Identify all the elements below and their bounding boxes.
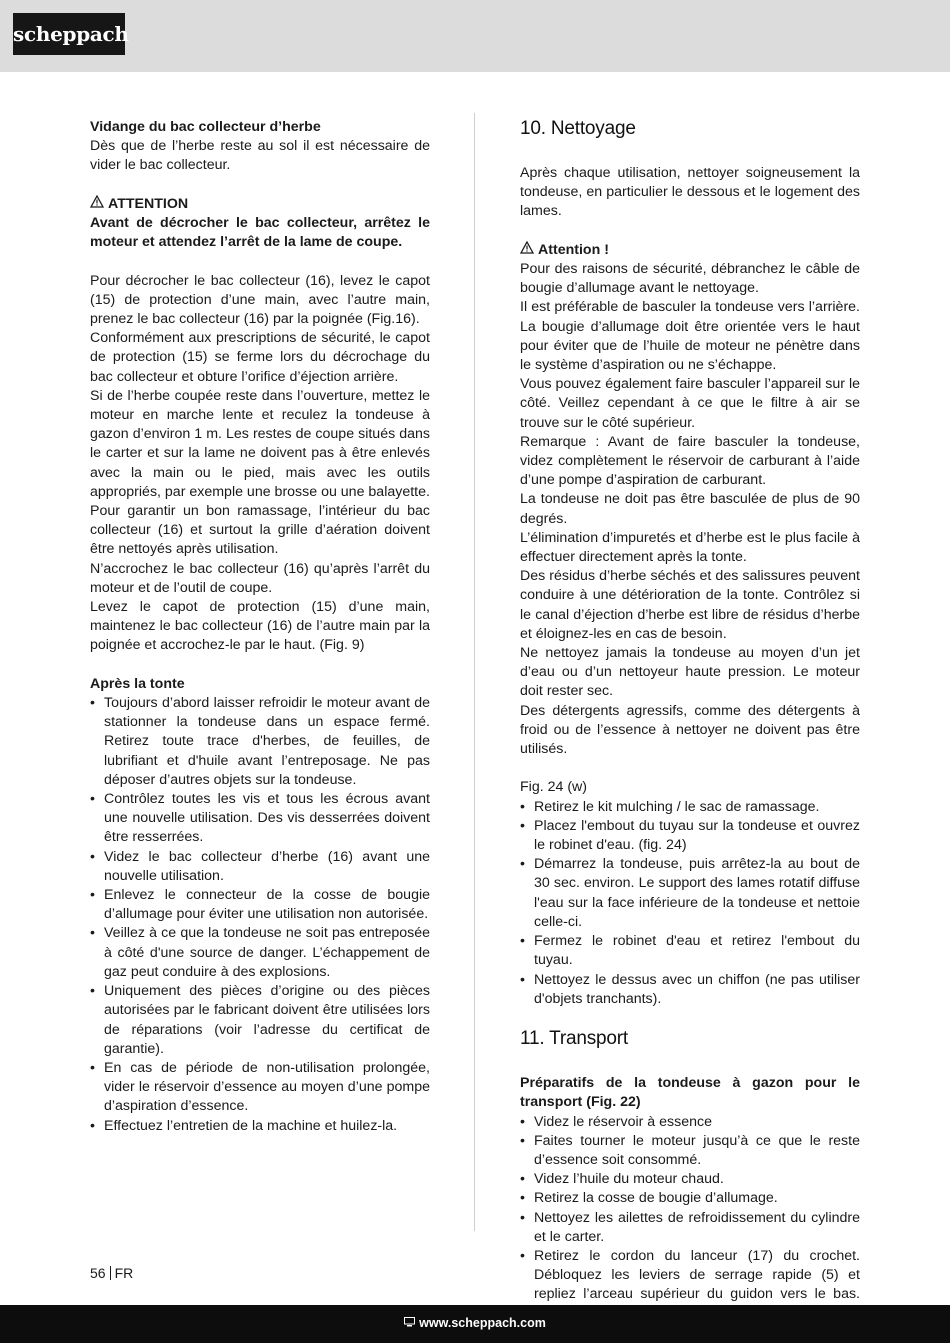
paragraph: Pour décrocher le bac collecteur (16), levez le capot (15) de protection d’une main, avec l’autre main, prenez le bac collecteur (16) par la poignée (Fig.16). [90, 272, 430, 327]
paragraph: Levez le capot de protection (15) d’une main, maintenez le bac collecteur (16) de l’autre main par la poignée et accrochez-le par le haut. (Fig. 9) [90, 599, 430, 654]
list-item: • Contrôlez toutes les vis et tous les écrous avant une nouvelle utilisation. Des vis desserrées doivent être resserrées. [90, 790, 430, 848]
language-code: FR [114, 1265, 134, 1281]
attention-label: ATTENTION [108, 195, 189, 212]
warning-icon [520, 241, 536, 260]
list-item: • Enlevez le connecteur de la cosse de bougie d’allumage pour éviter une utilisation non autorisée. [90, 886, 430, 924]
section-heading-transport-prep: Préparatifs de la tondeuse à gazon pour le transport (Fig. 22) [520, 1075, 860, 1111]
paragraph: Des résidus d’herbe séchés et des salissures peuvent conduire à une détérioration de la tonte. Contrôlez si le canal d’éjection d’herbe est libre de résidus d’herbe et éloignez-les en cas de besoin. [520, 568, 860, 642]
paragraph: Des détergents agressifs, comme des détergents à froid ou de l’essence à nettoyer ne doivent pas être utilisés. [520, 702, 860, 758]
list-item: • Retirez le cordon du lanceur (17) du crochet. Débloquez les leviers de serrage rapide (5) et repliez l’arceau supérieur du guidon vers le bas. [520, 1247, 860, 1343]
section-heading-after-mowing: Après la tonte [90, 675, 185, 692]
paragraph: Conformément aux prescriptions de sécurité, le capot de protection (15) se ferme lors du décrochage du bac collecteur et obture l’orifice d’éjection arrière. [90, 330, 430, 385]
paragraph: L’élimination d’impuretés et d’herbe est le plus facile à effectuer directement après la tonte. [520, 529, 860, 566]
list-item: • Placez l'embout du tuyau sur la tondeuse et ouvrez le robinet d'eau. (fig. 24) [520, 817, 860, 855]
paragraph: Après chaque utilisation, nettoyer soigneusement la tondeuse, en particulier le dessous et le logement des lames. [520, 165, 860, 220]
page-number: 56 [90, 1265, 106, 1281]
after-mowing-list [90, 694, 430, 1136]
list-item: • Retirez le kit mulching / le sac de ramassage. [520, 798, 860, 817]
attention-text: Avant de décrocher le bac collecteur, arrêtez le moteur et attendez l’arrêt de la lame de coupe. [90, 215, 430, 251]
paragraph: La tondeuse ne doit pas être basculée de plus de 90 degrés. [520, 491, 860, 527]
paragraph: Remarque : Avant de faire basculer la tondeuse, videz complètement le réservoir de carburant à l’aide d’une pompe d’aspiration de carburant. [520, 433, 860, 489]
attention-label: Attention ! [538, 241, 609, 258]
chapter-heading-transport: 11. Transport [520, 1028, 628, 1050]
column-divider [474, 113, 475, 1231]
list-item: • Videz le réservoir à essence [520, 1113, 860, 1132]
list-item: • Retirez la cosse de bougie d’allumage. [520, 1189, 860, 1208]
page-number-block [90, 1265, 133, 1281]
section-heading-grass-bag: Vidange du bac collecteur d’herbe [90, 119, 321, 135]
list-item: • Videz l’huile du moteur chaud. [520, 1170, 860, 1189]
figure-reference: Fig. 24 (w) [520, 779, 588, 796]
left-column [90, 118, 430, 1136]
paragraph: Vous pouvez également faire basculer l’appareil sur le côté. Veillez cependant à ce que le filtre à air se trouve sur le côté supérieur. [520, 376, 860, 431]
website-link[interactable]: www.scheppach.com [419, 1316, 546, 1330]
list-item: • Veillez à ce que la tondeuse ne soit pas entreposée à côté d'une source de danger. L’échappement de gaz peut conduire à des explosions. [90, 924, 430, 982]
paragraph: Pour des raisons de sécurité, débranchez le câble de bougie d’allumage avant le nettoyage. [520, 261, 860, 297]
right-column [520, 118, 860, 1343]
paragraph: Ne nettoyez jamais la tondeuse au moyen d’un jet d’eau ou d’un nettoyeur haute pression. Le moteur doit rester sec. [520, 645, 860, 700]
brand-logo: scheppach [13, 13, 125, 55]
list-item: • En cas de période de non-utilisation prolongée, vider le réservoir d’essence au moyen d’une pompe d’aspiration d’essence. [90, 1059, 430, 1117]
list-item: • Faites tourner le moteur jusqu’à ce que le reste d’essence soit consommé. [520, 1132, 860, 1170]
attention-heading [90, 195, 430, 214]
footer-band [0, 1305, 950, 1343]
list-item: • Fermez le robinet d'eau et retirez l'embout du tuyau. [520, 932, 860, 970]
separator [110, 1266, 111, 1280]
list-item: • Démarrez la tondeuse, puis arrêtez-la au bout de 30 sec. environ. Le support des lames rotatif diffuse l'eau sur la face inférieure de la tondeuse et nettoie celle-ci. [520, 855, 860, 932]
chapter-heading-cleaning: 10. Nettoyage [520, 118, 636, 139]
paragraph: Pour garantir un bon ramassage, l’intérieur du bac collecteur (16) et surtout la grille d’aération doivent être nettoyés après utilisation. [90, 503, 430, 558]
attention-heading [520, 241, 860, 260]
list-item: • Videz le bac collecteur d’herbe (16) avant une nouvelle utilisation. [90, 848, 430, 886]
header-band [0, 0, 950, 72]
list-item: • Effectuez l’entretien de la machine et huilez-la. [90, 1117, 430, 1136]
paragraph: Dès que de l’herbe reste au sol il est nécessaire de vider le bac collecteur. [90, 138, 430, 174]
warning-icon [90, 195, 106, 214]
paragraph: Il est préférable de basculer la tondeuse vers l’arrière. La bougie d’allumage doit être orientée vers le haut pour éviter que de l’huile de moteur ne pénètre dans le système d’aspiration ou ne s’échappe. [520, 299, 860, 374]
paragraph: N’accrochez le bac collecteur (16) qu’après l’arrêt du moteur et de l’outil de coupe. [90, 560, 430, 596]
list-item: • Uniquement des pièces d’origine ou des pièces autorisées par le fabricant doivent être utilisées lors de réparations (voir l’adresse du certificat de garantie). [90, 982, 430, 1059]
list-item: • Nettoyez les ailettes de refroidissement du cylindre et le carter. [520, 1209, 860, 1247]
paragraph: Si de l’herbe coupée reste dans l’ouverture, mettez le moteur en marche lente et reculez la tondeuse à gazon d’environ 1 m. Les restes de coupe situés dans le carter et sur la lame ne doivent pas à être enlevés avec la main ou le pied, mais avec les outils appropriés, par exemple une brosse ou une balayette. [90, 387, 430, 500]
computer-icon [404, 1305, 415, 1341]
cleaning-steps-list [520, 798, 860, 1009]
list-item: • Nettoyez le dessus avec un chiffon (ne pas utiliser d'objets tranchants). [520, 971, 860, 1009]
list-item: • Toujours d’abord laisser refroidir le moteur avant de stationner la tondeuse dans un espace fermé. Retirez toute trace d'herbes, de feuilles, de lubrifiant et d'huile avant l’entreposage. Ne pas déposer d’autres objets sur la tondeuse. [90, 694, 430, 790]
